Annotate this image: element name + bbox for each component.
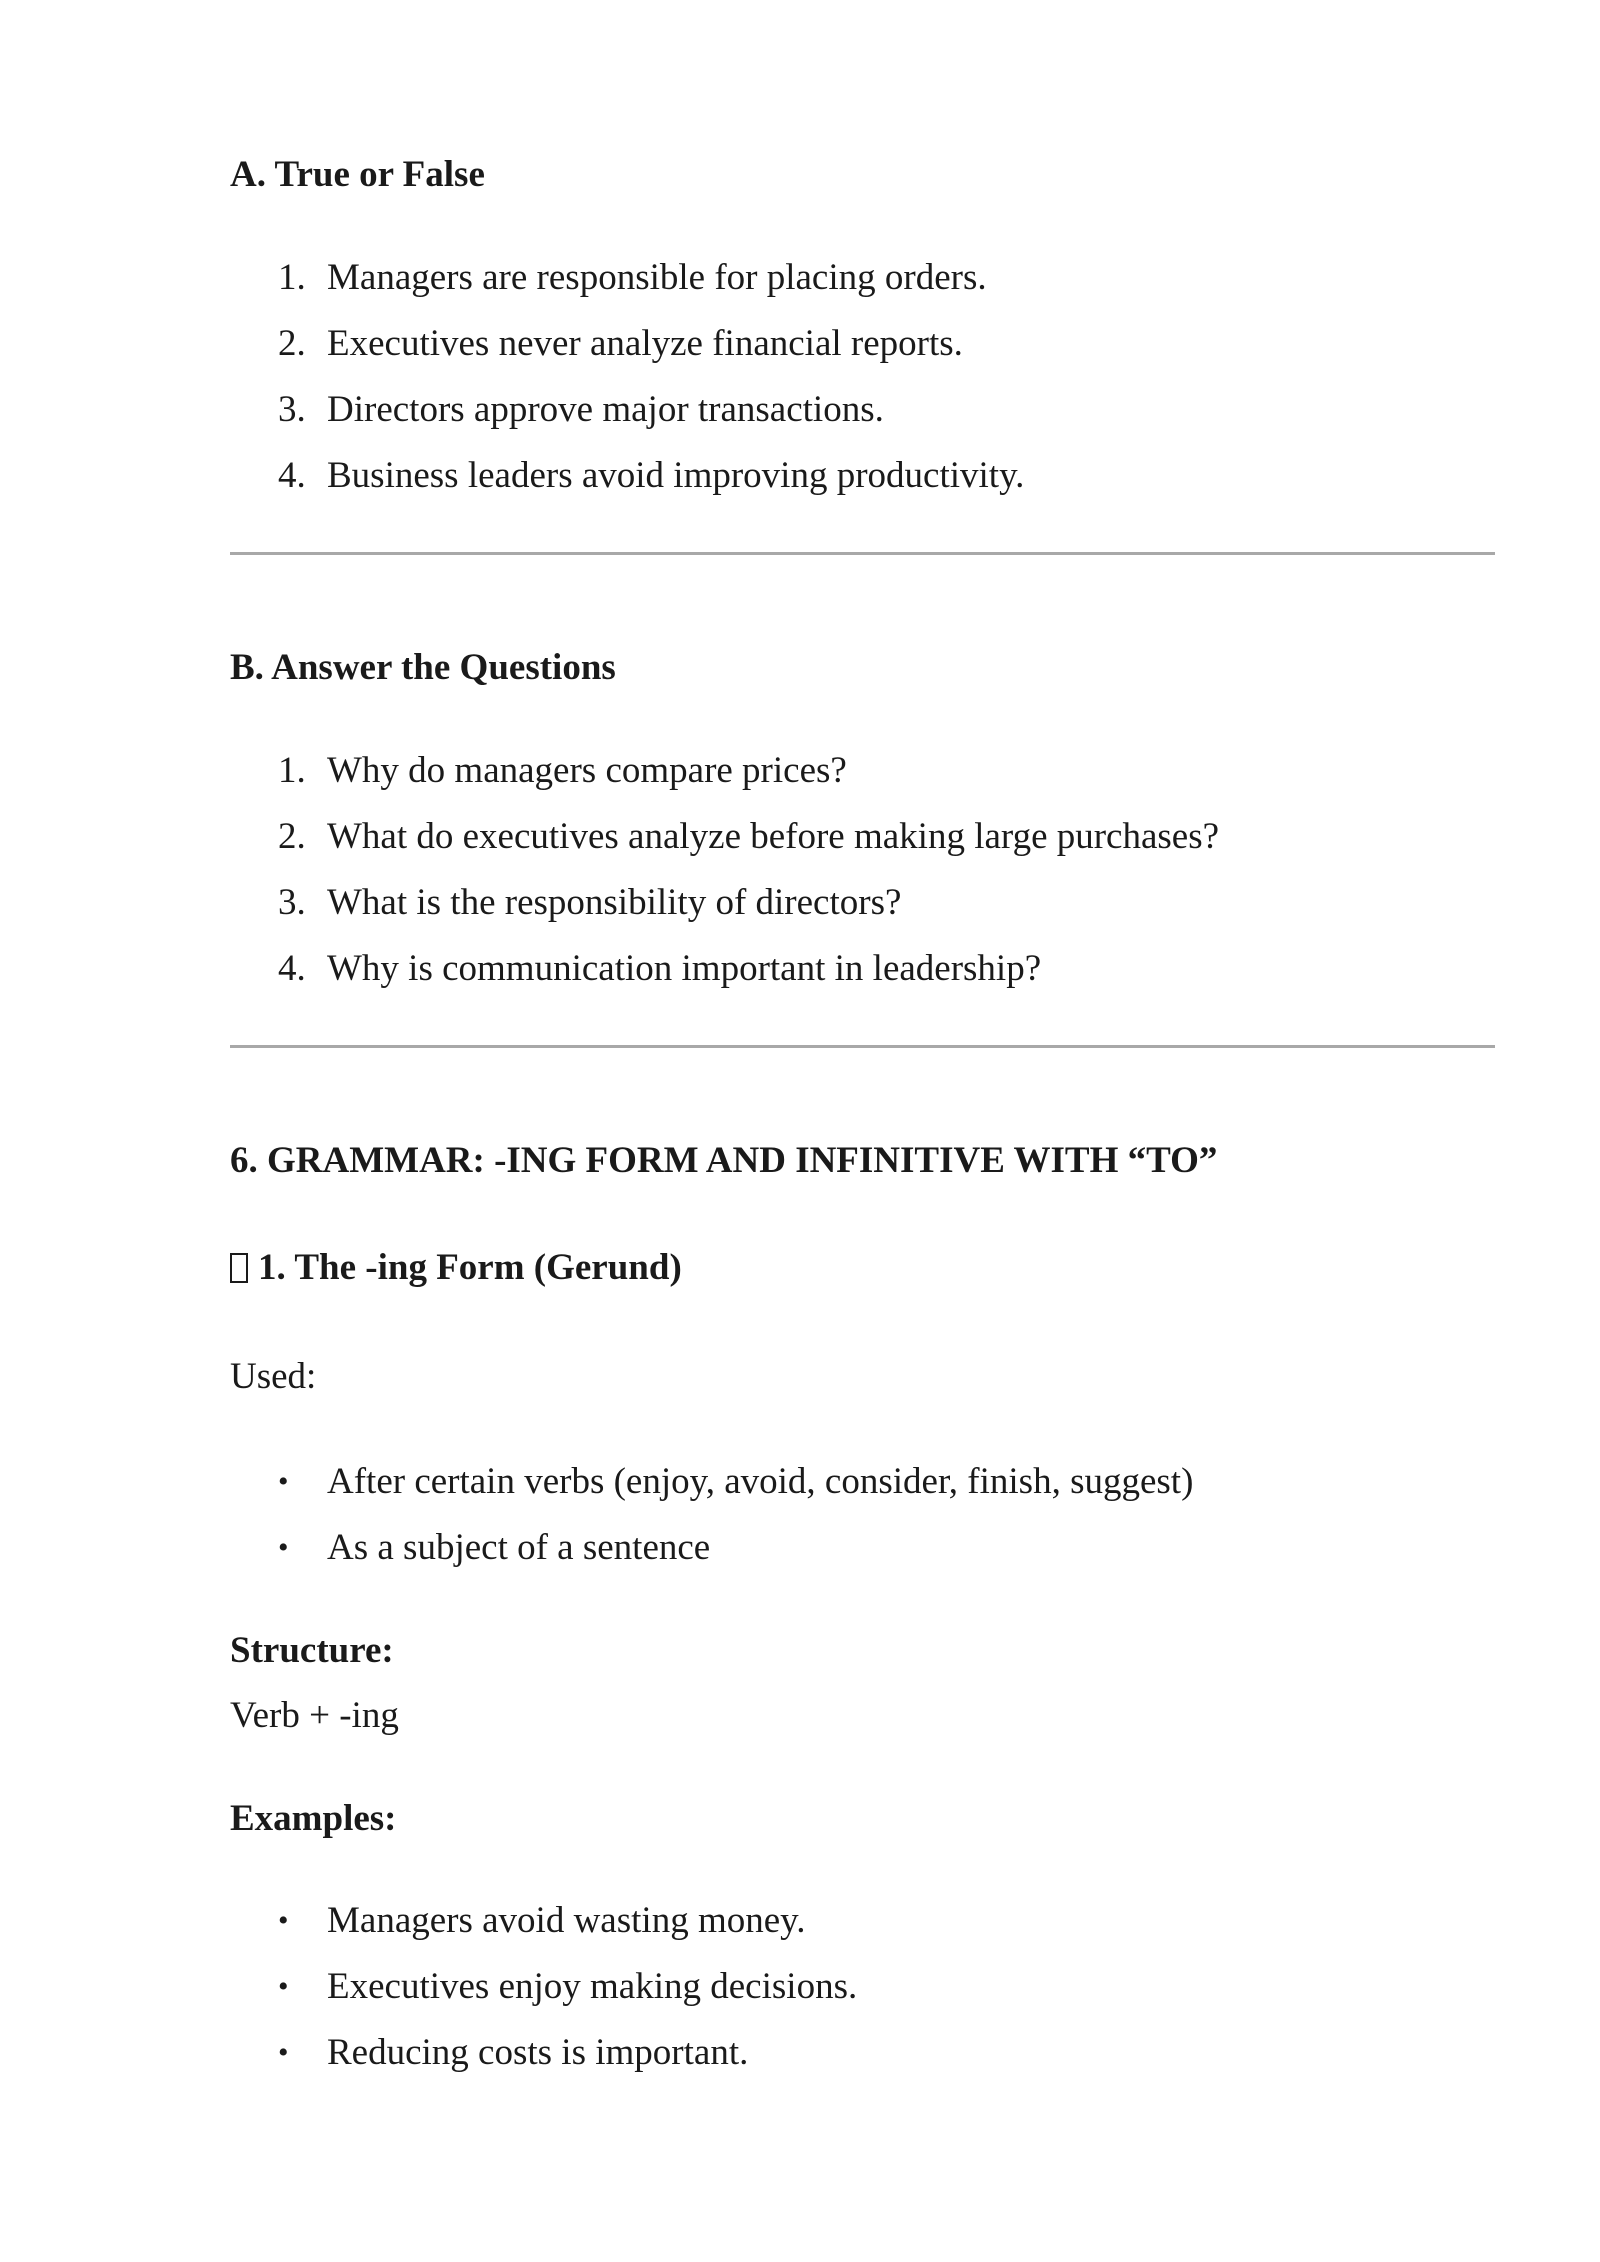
item-number: 4. — [278, 948, 306, 989]
item-text: Why do managers compare prices? — [327, 750, 847, 791]
item-text: What do executives analyze before making large purchases? — [327, 816, 1220, 857]
item-text: Managers avoid wasting money. — [327, 1900, 806, 1941]
bullet-icon: • — [278, 1904, 289, 1937]
item-text: Executives enjoy making decisions. — [327, 1966, 858, 2007]
item-number: 2. — [278, 816, 306, 857]
item-text: Reducing costs is important. — [327, 2032, 749, 2073]
bullet-icon: • — [278, 1465, 289, 1498]
item-number: 3. — [278, 882, 306, 923]
item-text: Why is communication important in leadership? — [327, 948, 1042, 989]
section-b-title: B. Answer the Questions — [230, 647, 616, 688]
gerund-subsection-title — [230, 1246, 682, 1290]
item-number: 1. — [278, 257, 306, 298]
horizontal-rule — [230, 1045, 1495, 1048]
item-text: Executives never analyze financial reports. — [327, 323, 963, 364]
bullet-icon: • — [278, 2036, 289, 2069]
gerund-subsection-text: 1. The -ing Form (Gerund) — [258, 1247, 682, 1288]
item-number: 4. — [278, 455, 306, 496]
grammar-title: 6. GRAMMAR: -ING FORM AND INFINITIVE WITH “TO” — [230, 1140, 1218, 1181]
item-number: 1. — [278, 750, 306, 791]
used-label: Used: — [230, 1356, 317, 1397]
item-text: As a subject of a sentence — [327, 1527, 711, 1568]
bullet-icon: • — [278, 1970, 289, 2003]
item-text: Directors approve major transactions. — [327, 389, 884, 430]
missing-glyph-icon — [230, 1253, 248, 1283]
horizontal-rule — [230, 552, 1495, 555]
item-number: 2. — [278, 323, 306, 364]
structure-text: Verb + -ing — [230, 1695, 399, 1736]
item-text: Business leaders avoid improving productivity. — [327, 455, 1025, 496]
item-text: After certain verbs (enjoy, avoid, consider, finish, suggest) — [327, 1461, 1194, 1502]
structure-label: Structure: — [230, 1630, 394, 1671]
item-text: Managers are responsible for placing orders. — [327, 257, 987, 298]
bullet-icon: • — [278, 1531, 289, 1564]
item-number: 3. — [278, 389, 306, 430]
item-text: What is the responsibility of directors? — [327, 882, 902, 923]
examples-label: Examples: — [230, 1798, 397, 1839]
section-a-title: A. True or False — [230, 154, 485, 195]
